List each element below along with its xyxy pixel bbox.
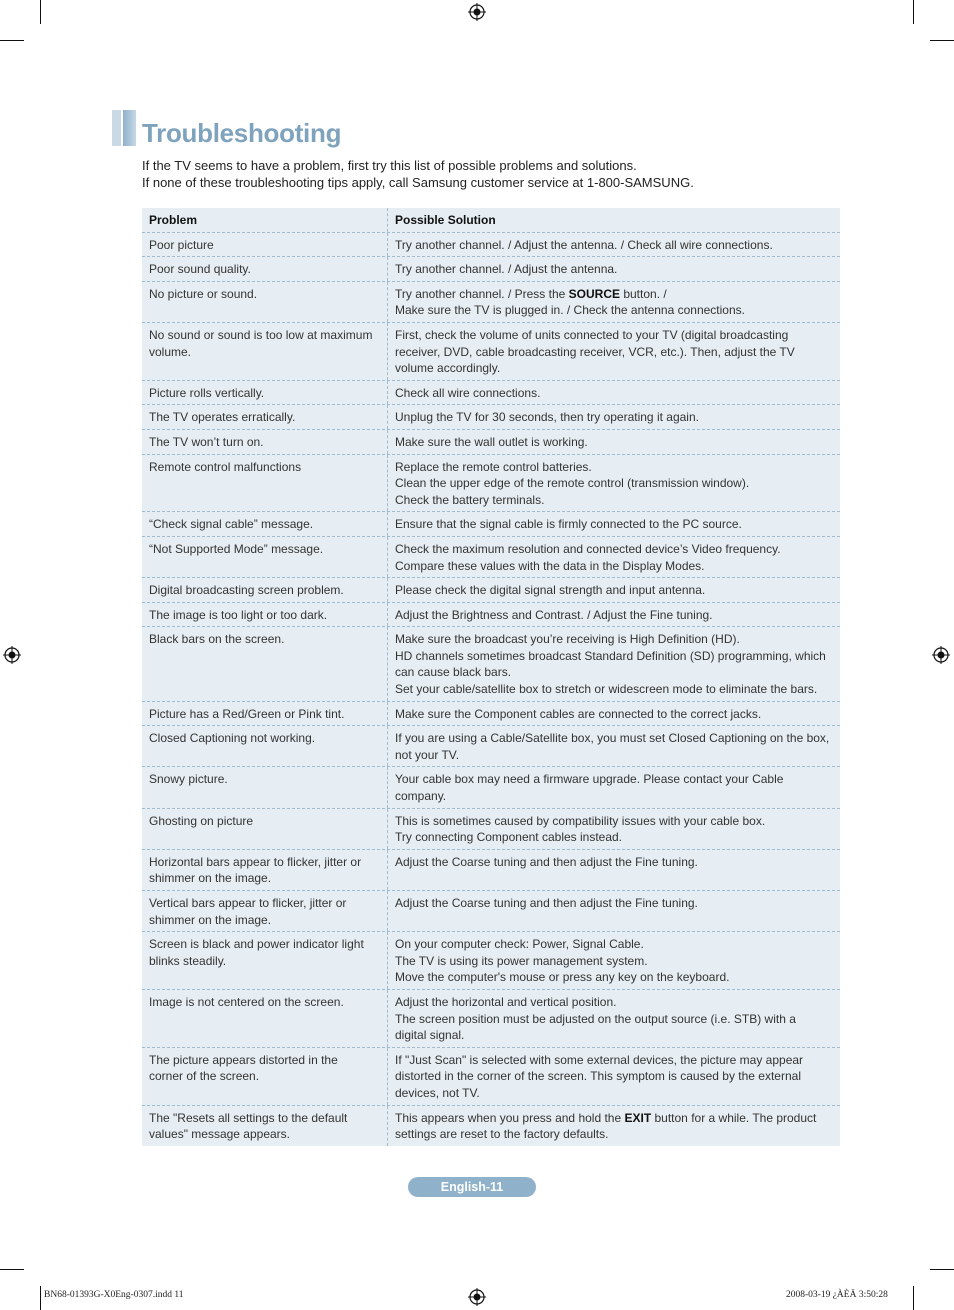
problem-line: No picture or sound. (149, 286, 258, 301)
solution-cell (388, 233, 840, 257)
solution-line: Make sure the Component cables are connected to the correct jacks. (395, 706, 762, 721)
page-number-badge: English-11 (408, 1177, 536, 1197)
file-info: BN68-01393G-X0Eng-0307.indd 11 (44, 1290, 184, 1300)
table-row (142, 990, 840, 1048)
problem-cell (142, 702, 388, 726)
problem-line: No sound or sound is too low at maximum (149, 327, 373, 342)
solution-line: Adjust the horizontal and vertical position. (395, 994, 617, 1009)
crop-mark (930, 1269, 954, 1270)
solution-line: settings are reset to the factory defaults. (395, 1127, 609, 1142)
solution-line: Adjust the Coarse tuning and then adjust the Fine tuning. (395, 854, 698, 869)
problem-cell (142, 1106, 388, 1146)
registration-mark-icon (468, 3, 486, 21)
problem-line: Poor picture (149, 237, 214, 252)
problem-line: “Check signal cable” message. (149, 517, 314, 532)
solution-line: Move the computer's mouse or press any key on the keyboard. (395, 970, 730, 985)
solution-line: Make sure the wall outlet is working. (395, 434, 588, 449)
problem-cell (142, 537, 388, 577)
solution-line: If you are using a Cable/Satellite box, you must set Closed Captioning on the box, (395, 731, 830, 746)
problem-line: shimmer on the image. (149, 912, 272, 927)
table-row (142, 430, 840, 455)
solution-line: Adjust the Coarse tuning and then adjust the Fine tuning. (395, 896, 698, 910)
solution-cell (388, 627, 840, 700)
problem-line: Ghosting on picture (149, 813, 254, 828)
table-row (142, 1048, 840, 1106)
solution-line: Check all wire connections. (395, 385, 541, 400)
problem-line: Vertical bars appear to flicker, jitter or (149, 896, 347, 910)
problem-cell (142, 726, 388, 766)
title-accent-bars (112, 110, 136, 146)
table-row (142, 809, 840, 850)
problem-cell (142, 430, 388, 454)
problem-cell (142, 381, 388, 405)
solution-cell (388, 891, 840, 931)
problem-line: Picture has a Red/Green or Pink tint. (149, 706, 345, 721)
solution-line: Set your cable/satellite box to stretch or widescreen mode to eliminate the bars. (395, 682, 818, 697)
registration-mark-icon (932, 646, 950, 664)
solution-line: can cause black bars. (395, 665, 512, 680)
solution-cell (388, 257, 840, 281)
problem-line: Image is not centered on the screen. (149, 994, 344, 1009)
solution-cell (388, 990, 840, 1047)
solution-line: digital signal. (395, 1028, 465, 1043)
solution-line: volume accordingly. (395, 361, 501, 376)
solution-cell (388, 850, 840, 890)
solution-cell (388, 702, 840, 726)
problem-line: Black bars on the screen. (149, 632, 285, 647)
problem-line: corner of the screen. (149, 1069, 260, 1084)
problem-line: The picture appears distorted in the (149, 1052, 338, 1067)
solution-cell (388, 603, 840, 627)
problem-cell (142, 891, 388, 931)
table-row (142, 381, 840, 406)
problem-line: “Not Supported Mode” message. (149, 541, 324, 556)
problem-line: Horizontal bars appear to flicker, jitter or (149, 854, 362, 869)
crop-mark (913, 0, 914, 24)
solution-line: Unplug the TV for 30 seconds, then try operating it again. (395, 410, 699, 425)
problem-cell (142, 850, 388, 890)
table-row (142, 282, 840, 323)
table-row (142, 726, 840, 767)
solution-line: Try another channel. / Adjust the antenna. / Check all wire connections. (395, 237, 773, 252)
crop-mark (40, 0, 41, 24)
table-row (142, 767, 840, 808)
solution-cell (388, 323, 840, 380)
problem-cell (142, 1048, 388, 1105)
solution-cell (388, 726, 840, 766)
solution-line: This is sometimes caused by compatibility issues with your cable box. (395, 813, 766, 828)
table-row (142, 1106, 840, 1146)
table-row (142, 891, 840, 932)
solution-cell (388, 455, 840, 512)
table-row (142, 850, 840, 891)
solution-cell (388, 767, 840, 807)
solution-line: First, check the volume of units connected to your TV (digital broadcasting (395, 327, 789, 342)
solution-line: HD channels sometimes broadcast Standard Definition (SD) programming, which (395, 648, 826, 663)
problem-line: volume. (149, 344, 192, 359)
problem-cell (142, 323, 388, 380)
solution-line: Ensure that the signal cable is firmly connected to the PC source. (395, 517, 742, 532)
solution-line: Replace the remote control batteries. (395, 459, 592, 474)
crop-mark (0, 1269, 24, 1270)
solution-line: Try another channel. / Adjust the antenna. (395, 262, 618, 277)
table-header-row (142, 208, 840, 233)
solution-cell (388, 430, 840, 454)
table-row (142, 578, 840, 603)
solution-line: Your cable box may need a firmware upgrade. Please contact your Cable (395, 772, 784, 787)
problem-line: Digital broadcasting screen problem. (149, 583, 344, 598)
solution-line: Make sure the broadcast you’re receiving is High Definition (HD). (395, 632, 740, 647)
table-row (142, 603, 840, 628)
print-timestamp: 2008-03-19 ¿ÀÈÄ 3:50:28 (786, 1290, 888, 1300)
table-row (142, 537, 840, 578)
solution-line: The screen position must be adjusted on the output source (i.e. STB) with a (395, 1011, 796, 1026)
table-row (142, 702, 840, 727)
solution-cell (388, 381, 840, 405)
problem-line: shimmer on the image. (149, 871, 272, 886)
table-row (142, 512, 840, 537)
solution-line: receiver, DVD, cable broadcasting receiver, VCR, etc.). Then, adjust the TV (395, 344, 795, 359)
solution-line: Try another channel. / Press the SOURCE button. / (395, 286, 667, 301)
table-row (142, 405, 840, 430)
problem-cell (142, 627, 388, 700)
problem-line: values" message appears. (149, 1127, 291, 1142)
solution-cell (388, 932, 840, 989)
solution-line: Clean the upper edge of the remote control (transmission window). (395, 476, 750, 491)
header-problem: Problem (142, 208, 388, 232)
problem-line: Poor sound quality. (149, 262, 251, 277)
problem-cell (142, 512, 388, 536)
problem-line: The TV operates erratically. (149, 410, 296, 425)
problem-line: Picture rolls vertically. (149, 385, 265, 400)
problem-line: The image is too light or too dark. (149, 607, 328, 622)
intro-text (142, 157, 694, 191)
solution-cell (388, 578, 840, 602)
solution-line: company. (395, 789, 447, 804)
problem-cell (142, 603, 388, 627)
solution-cell (388, 1048, 840, 1105)
table-row (142, 932, 840, 990)
table-row (142, 627, 840, 701)
solution-cell (388, 809, 840, 849)
problem-line: Closed Captioning not working. (149, 731, 316, 746)
crop-mark (913, 1286, 914, 1310)
solution-line: This appears when you press and hold the EXIT button for a while. The product (395, 1110, 817, 1125)
registration-mark-icon (468, 1288, 486, 1306)
solution-line: Adjust the Brightness and Contrast. / Adjust the Fine tuning. (395, 607, 713, 622)
solution-cell (388, 1106, 840, 1146)
intro-line: If the TV seems to have a problem, first try this list of possible problems and solutions. (142, 158, 637, 173)
problem-cell (142, 233, 388, 257)
problem-line: Snowy picture. (149, 772, 228, 787)
problem-cell (142, 282, 388, 322)
problem-cell (142, 990, 388, 1047)
solution-line: Check the battery terminals. (395, 492, 545, 507)
solution-line: If "Just Scan" is selected with some external devices, the picture may appear (395, 1052, 804, 1067)
crop-mark (40, 1286, 41, 1310)
solution-line: Try connecting Component cables instead. (395, 830, 623, 845)
crop-mark (0, 40, 24, 41)
solution-cell (388, 537, 840, 577)
problem-cell (142, 578, 388, 602)
solution-cell (388, 282, 840, 322)
header-solution: Possible Solution (395, 213, 496, 227)
problem-cell (142, 455, 388, 512)
problem-cell (142, 405, 388, 429)
table-row (142, 455, 840, 513)
problem-cell (142, 809, 388, 849)
problem-line: The TV won’t turn on. (149, 434, 264, 449)
solution-line: devices, not TV. (395, 1085, 480, 1100)
solution-line: Check the maximum resolution and connected device’s Video frequency. (395, 541, 781, 556)
solution-line: distorted in the corner of the screen. This symptom is caused by the external (395, 1069, 801, 1084)
table-row (142, 233, 840, 258)
solution-line: Compare these values with the data in the Display Modes. (395, 558, 705, 573)
problem-line: The "Resets all settings to the default (149, 1110, 348, 1125)
solution-line: Make sure the TV is plugged in. / Check the antenna connections. (395, 303, 745, 318)
crop-mark (930, 40, 954, 41)
solution-line: not your TV. (395, 747, 460, 762)
problem-cell (142, 257, 388, 281)
problem-line: blinks steadily. (149, 953, 227, 968)
intro-line: If none of these troubleshooting tips apply, call Samsung customer service at 1-800-SAMSUNG. (142, 175, 694, 190)
solution-line: The TV is using its power management system. (395, 953, 648, 968)
problem-cell (142, 767, 388, 807)
page-title: Troubleshooting (142, 118, 342, 148)
solution-line: Please check the digital signal strength and input antenna. (395, 583, 706, 598)
problem-line: Remote control malfunctions (149, 459, 302, 474)
table-row (142, 257, 840, 282)
registration-mark-icon (3, 646, 21, 664)
problem-line: Screen is black and power indicator light (149, 937, 364, 952)
solution-line: On your computer check: Power, Signal Cable. (395, 937, 644, 952)
troubleshooting-table (142, 208, 840, 1146)
solution-cell (388, 405, 840, 429)
solution-cell (388, 512, 840, 536)
table-row (142, 323, 840, 381)
problem-cell (142, 932, 388, 989)
